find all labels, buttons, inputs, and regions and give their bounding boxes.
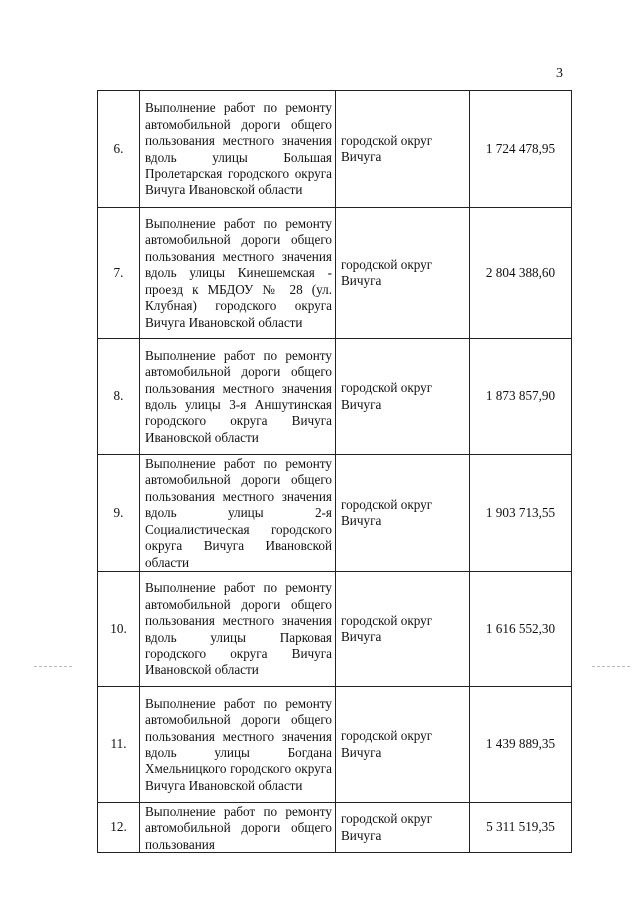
amount: 1 903 713,55: [470, 455, 572, 572]
amount: 1 873 857,90: [470, 339, 572, 455]
amount: 5 311 519,35: [470, 803, 572, 853]
amount: 1 724 478,95: [470, 91, 572, 208]
amount: 2 804 388,60: [470, 208, 572, 339]
municipality: городской округ Вичуга: [336, 455, 470, 572]
work-description: Выполнение работ по ремонту автомобильной дороги общего пользования местного значения вдоль улицы Богдана Хмельницкого городского округа Вичуга Ивановской области: [140, 687, 336, 803]
table-row: [98, 572, 572, 687]
table-row: [98, 687, 572, 803]
amount: 1 616 552,30: [470, 572, 572, 687]
page-number: 3: [556, 66, 563, 81]
work-description: Выполнение работ по ремонту автомобильной дороги общего пользования местного значения вдоль улицы 3-я Аншутинская городского округа Вичуга Ивановской области: [140, 339, 336, 455]
scan-mark-right: [592, 666, 630, 667]
scan-mark-left: [34, 666, 72, 667]
work-description: Выполнение работ по ремонту автомобильной дороги общего пользования местного значения вдоль улицы Кинешемская - проезд к МБДОУ № 28 (ул. Клубная) городского округа Вичуга Ивановской области: [140, 208, 336, 339]
row-number: 6.: [98, 91, 140, 208]
table-row: [98, 803, 572, 853]
work-description: Выполнение работ по ремонту автомобильной дороги общего пользования местного значения вдоль улицы Большая Пролетарская городского округа Вичуга Ивановской области: [140, 91, 336, 208]
municipality: городской округ Вичуга: [336, 208, 470, 339]
row-number: 8.: [98, 339, 140, 455]
municipality: городской округ Вичуга: [336, 91, 470, 208]
row-number: 9.: [98, 455, 140, 572]
table-row: [98, 339, 572, 455]
amount: 1 439 889,35: [470, 687, 572, 803]
row-number: 10.: [98, 572, 140, 687]
work-description: Выполнение работ по ремонту автомобильной дороги общего пользования: [145, 804, 332, 852]
table-row: [98, 455, 572, 572]
municipality: городской округ Вичуга: [336, 803, 470, 853]
municipality: городской округ Вичуга: [336, 687, 470, 803]
work-description: Выполнение работ по ремонту автомобильной дороги общего пользования местного значения вдоль улицы Парковая городского округа Вичуга Ивановской области: [140, 572, 336, 687]
table-row: [98, 208, 572, 339]
work-description: Выполнение работ по ремонту автомобильной дороги общего пользования местного значения вдоль улицы 2-я Социалистическая городского округа Вичуга Ивановской области: [140, 455, 336, 572]
works-table: [97, 90, 572, 853]
row-number: 12.: [98, 803, 140, 853]
table-row: [98, 91, 572, 208]
municipality: городской округ Вичуга: [336, 572, 470, 687]
work-description-cell: [140, 803, 336, 853]
row-number: 7.: [98, 208, 140, 339]
municipality: городской округ Вичуга: [336, 339, 470, 455]
row-number: 11.: [98, 687, 140, 803]
